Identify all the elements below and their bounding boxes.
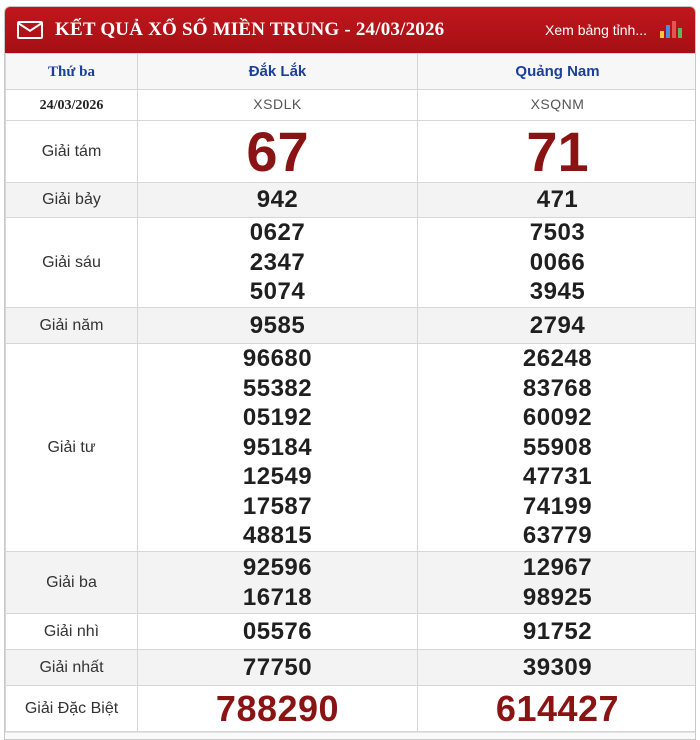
bar-chart-icon[interactable]	[659, 19, 683, 39]
prize-row-5	[6, 308, 697, 344]
prize-label: Giải ba	[46, 573, 97, 591]
prize-number: 60092	[522, 404, 593, 432]
prize-label: Giải năm	[39, 316, 104, 334]
province-link-dak-lak[interactable]: Đắk Lắk	[248, 62, 307, 80]
prize-number: 67	[246, 119, 309, 183]
prize-number: 48815	[242, 522, 313, 550]
prize-number: 74199	[522, 492, 593, 520]
prize-row-1	[6, 650, 697, 686]
prize-number: 16718	[242, 583, 313, 611]
prize-number: 942	[256, 186, 299, 214]
prize-number: 9585	[249, 311, 306, 339]
prize-number: 92596	[242, 554, 313, 581]
prize-label: Giải sáu	[42, 253, 101, 271]
prize-label: Giải bảy	[42, 191, 101, 208]
prize-label: Giải tám	[41, 142, 102, 160]
prize-number: 0066	[529, 248, 586, 276]
mail-icon[interactable]	[17, 21, 43, 39]
prize-number: 471	[536, 186, 579, 214]
special-prize-number: 788290	[215, 687, 340, 729]
prize-number: 47731	[522, 463, 593, 491]
table-footer	[5, 732, 695, 740]
table-header-row	[6, 54, 697, 90]
prize-number: 2794	[529, 311, 586, 339]
prize-label: Giải Đặc Biệt	[24, 699, 119, 717]
province-link-quang-nam[interactable]: Quảng Nam	[515, 62, 600, 80]
prize-number: 95184	[242, 433, 313, 461]
prize-number: 7503	[529, 219, 586, 247]
prize-number: 05576	[242, 617, 313, 645]
prize-number: 77750	[242, 653, 313, 681]
province-code-dak-lak: XSDLK	[253, 96, 302, 112]
view-province-table-link[interactable]: Xem bảng tỉnh...	[545, 22, 647, 38]
prize-number: 91752	[522, 617, 593, 645]
prize-number: 17587	[242, 492, 313, 520]
province-code-quang-nam: XSQNM	[530, 96, 585, 112]
prize-number: 71	[526, 119, 589, 183]
table-code-row	[6, 90, 697, 121]
prize-number: 26248	[522, 345, 593, 373]
prize-row-7	[6, 183, 697, 218]
lottery-results-table	[5, 53, 696, 732]
prize-number: 12967	[522, 554, 593, 581]
prize-number: 98925	[522, 583, 593, 611]
special-prize-number: 614427	[495, 687, 620, 729]
prize-label: Giải tư	[47, 438, 96, 456]
prize-number: 5074	[249, 278, 306, 306]
draw-date: 24/03/2026	[39, 98, 104, 113]
prize-number: 12549	[242, 463, 313, 491]
prize-number: 63779	[522, 522, 593, 550]
prize-number: 0627	[249, 219, 306, 247]
prize-number: 2347	[249, 248, 306, 276]
prize-number: 83768	[522, 374, 593, 402]
prize-row-8	[6, 121, 697, 183]
prize-row-2	[6, 614, 697, 650]
weekday-link[interactable]: Thứ ba	[48, 63, 95, 80]
prize-number: 3945	[529, 278, 586, 306]
prize-number: 55382	[242, 374, 313, 402]
prize-label: Giải nhất	[39, 658, 104, 676]
prize-row-3	[6, 552, 697, 614]
page-title: KẾT QUẢ XỔ SỐ MIỀN TRUNG - 24/03/2026	[55, 19, 445, 40]
prize-label: Giải nhì	[43, 622, 100, 640]
prize-number: 39309	[522, 653, 593, 681]
prize-row-4	[6, 344, 697, 552]
results-header	[5, 7, 695, 53]
prize-number: 55908	[522, 433, 593, 461]
prize-row-special	[6, 686, 697, 732]
prize-number: 96680	[242, 345, 313, 373]
results-panel	[4, 6, 696, 740]
prize-number: 05192	[242, 404, 313, 432]
prize-row-6	[6, 218, 697, 308]
